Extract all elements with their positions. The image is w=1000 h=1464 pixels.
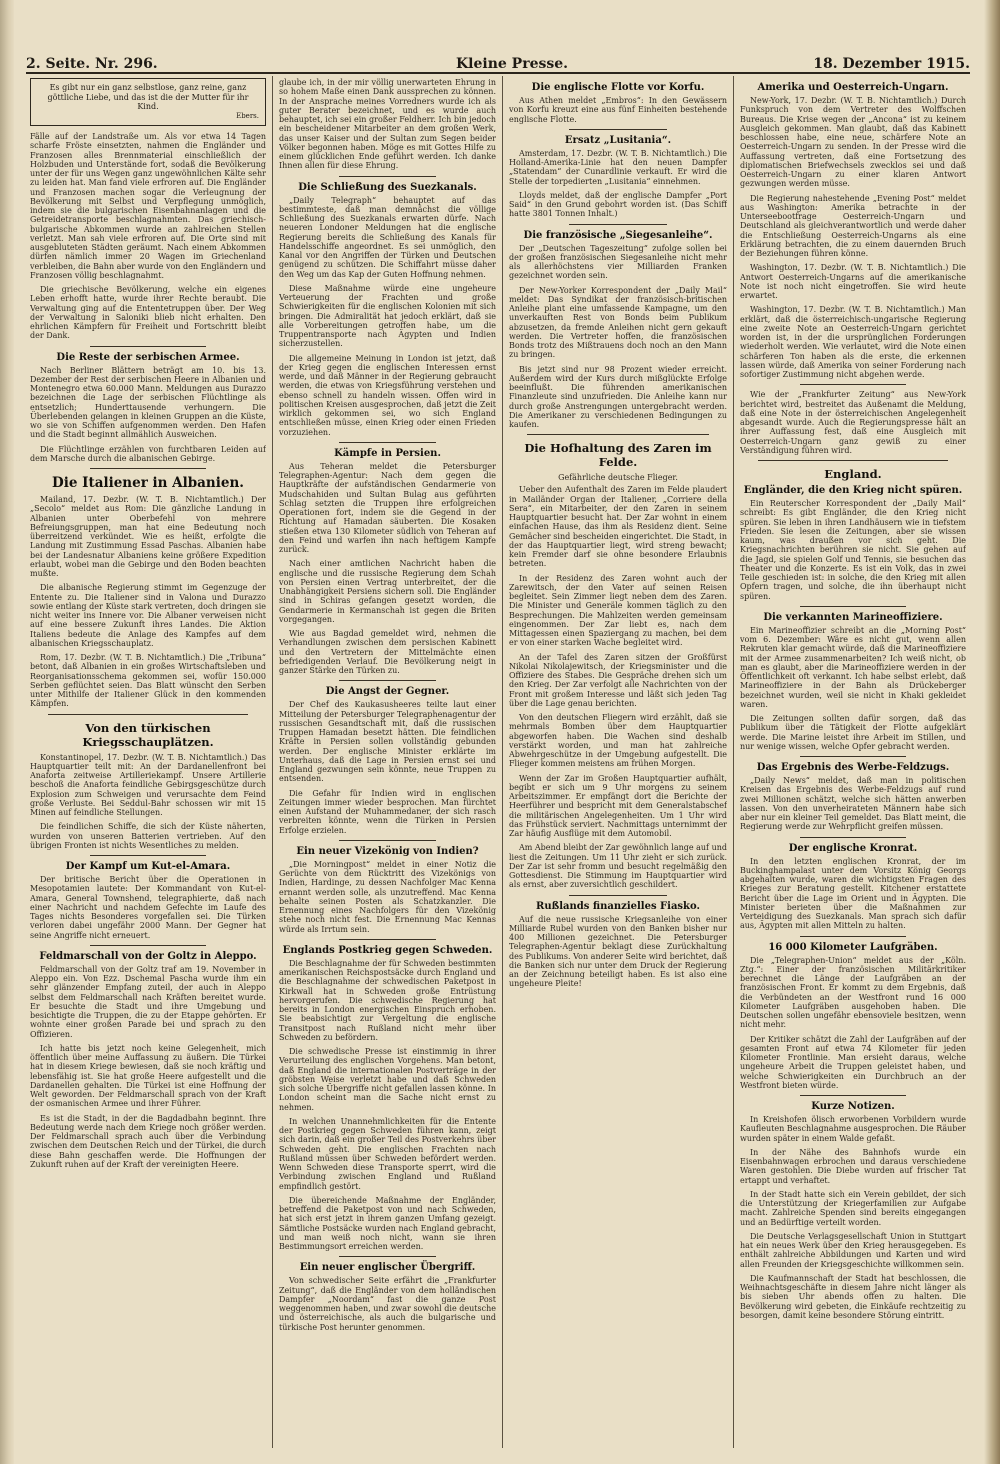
article-paragraph: Die „Telegraphen-Union“ meldet aus der „Köln. Ztg.“: Einer der französischen Militärkritiker berechnet die Länge der Laufgräben an der französischen Front. Er kommt zu dem Ergebnis, daß die Verbündeten an der Westfront rund 16 000 Kilometer Laufgräben ausgehoben haben. Die Deutschen sollen ungefähr ebensoviele besitzen, wenn nicht mehr. — [740, 955, 966, 1030]
article-paragraph: Konstantinopel, 17. Dezbr. (W. T. B. Nichtamtlich.) Das Hauptquartier teilt mit: An der Dardanellenfront bei Anaforta zeitweise Artilleriekampf. Unsere Artillerie beschoß die Anaforta feindliche Gebirgsgeschütze durch Explosion zum Schweigen und verursachte dem Feind große Verluste. Bei Seddul-Bahr schossen wir mit 15 Minen auf feindliche Stellungen. — [30, 752, 266, 817]
article-headline: Der englische Kronrat. — [788, 842, 918, 854]
article-paragraph: „Daily Telegraph“ behauptet auf das bestimmteste, daß man demnächst die völlige Schließung des Suezkanals erwarten dürfe. Nach neueren Londoner Meldungen hat die englische Regierung bereits die Schließung des Kanals für Handelsschiffe angeordnet. Es sei unmöglich, den Kanal vor den Angriffen der Türken und Deutschen genügend zu schützen. Die Schiffahrt müsse daher den Weg um das Kap der Guten Hoffnung nehmen. — [279, 195, 496, 279]
header-masthead: Kleine Presse. — [456, 56, 569, 72]
article-paragraph: In welchen Unannehmlichkeiten für die Entente der Postkrieg gegen Schweden führen kann, zeigt sich darin, daß ein großer Teil des Postverkehrs über Schweden geht. Die englischen Frachten nach Rußland müssen über Schweden befördert werden. Wenn Schweden diese Transporte sperrt, wird die Verbindung zwischen England und Rußland empfindlich gestört. — [279, 1116, 496, 1191]
article-paragraph: Nach einer amtlichen Nachricht haben die englische und die russische Regierung dem Schah von Persien einen Vertrag unterbreitet, der die Unabhängigkeit Persiens sichern soll. Die Engländer sind in Schiras gefangen gesetzt worden, die Gendarmerie in Kermanschah ist gegen die Briten vorgegangen. — [279, 559, 496, 624]
article-paragraph: Die übereichende Maßnahme der Engländer, betreffend die Paketpost von und nach Schweden, hat sich erst jetzt in ihrem ganzen Umfang gezeigt. Sämtliche Postsäcke wurden nach England gebracht, und man weiß noch nicht, wann sie ihren Bestimmungsort erreichen werden. — [279, 1195, 496, 1251]
article-paragraph: Die Gefahr für Indien wird in englischen Zeitungen immer wieder besprochen. Man fürchtet einen Aufstand der Muhammedaner, der sich rasch verbreiten könnte, wenn die Türken in Persien Erfolge erzielen. — [279, 788, 496, 835]
article-headline: England. — [824, 467, 882, 481]
article-paragraph: Wenn der Zar im Großen Hauptquartier aufhält, begibt er sich um 9 Uhr morgens zu seinem Arbeitszimmer. Er empfängt dort die Berichte der Heerführer und bespricht mit dem Generalstabschef die militärischen Angelegenheiten. Um 1 Uhr wird das Frühstück serviert. Nachmittags unternimmt der Zar häufig Ausflüge mit dem Automobil. — [509, 773, 727, 838]
article-paragraph: Die albanische Regierung stimmt im Gegenzuge der Entente zu. Die Italiener sind in Valona und Durazzo sowie entlang der Küste stark vertreten, doch dringen sie nicht weiter ins Innere vor. Die Albaner verweisen nicht auf eine bessere Zukunft ihres Landes. Die Aktion Italiens bedeute die Anlage des Kampfes auf dem albanischen Kriegsschauplatz. — [30, 583, 266, 648]
column-4 — [740, 78, 966, 1450]
article-headline: 16 000 Kilometer Laufgräben. — [768, 941, 938, 953]
article-headline: Ein neuer englischer Übergriff. — [299, 1262, 476, 1274]
article-paragraph: Nach Berliner Blättern beträgt am 10. bis 13. Dezember der Rest der serbischen Heere in Albanien und Montenegro etwa 60.000 Mann. Meldungen aus Durazzo bezeichnen die Lage der serbischen Flüchtlinge als entsetzlich; Hunderttausende verhungern. Die Überlebenden gelangen in kleinen Gruppen an die Küste, wo sie von Schiffen aufgenommen werden. Den Hafen und die Stadt beginnt allmählich Ausweichen. — [30, 365, 266, 440]
article-paragraph: Wie der „Frankfurter Zeitung“ aus New-York berichtet wird, bestreitet das Außenamt die Meldung, daß eine Note in der österreichischen Angelegenheit abgesandt wurde. Auch die Regierungspresse hält an ihrer Auffassung fest, daß eine Ausgleich mit Oesterreich-Ungarn ganz gewiß zu einer Verständigung führen wird. — [740, 390, 966, 455]
section-divider — [569, 224, 667, 225]
article-headline: Die englische Flotte vor Korfu. — [531, 82, 705, 93]
article-headline: Die Angst der Gegner. — [325, 686, 450, 698]
article-headline: Die verkannten Marineoffiziere. — [763, 611, 943, 623]
article-paragraph: Wie aus Bagdad gemeldet wird, nehmen die Verhandlungen zwischen dem persischen Kabinett und den Vertretern der Mittelmächte einen befriedigenden Verlauf. Die Bevölkerung neigt in ganzer Stärke den Türken zu. — [279, 629, 496, 675]
column-3 — [509, 78, 727, 1450]
column-2 — [279, 78, 496, 1450]
article-headline: Kämpfe in Persien. — [334, 447, 441, 459]
article-paragraph: Fälle auf der Landstraße um. Als vor etwa 14 Tagen scharfe Fröste einsetzten, nahmen die Engländer und Franzosen alles Brennmaterial einschließlich der Holzbuden und Unterstände fort, sodaß die Bevölkerung unter der für uns Wegen ganz ungewöhnlichen Kälte sehr zu leiden hat. Man fand viele erfroren auf. Die Engländer und Franzosen machen sogar die Verleugnung der Bevölkerung mit Selbst und Verpflegung unmöglich, indem sie die bulgarischen Eisenbahnanlagen und die Getreidetransporte beschlagnahmten. Das griechisch-bulgarische Abkommen wurde an zahlreichen Stellen verletzt. Man sah viele erfroren auf. Die Orte sind mit ausgebluteten Städten geräumt. Nach einem Abkommen dürfen nämlich immer 20 Wagen im Griechenland verbleiben, die Bahn aber wurde von den Engländern und Franzosen völlig beschlagnahmt. — [30, 132, 266, 280]
article-paragraph: Aus Teheran meldet die Petersburger Telegraphen-Agentur: Nach dem gegen die Hauptkräfte der aufständischen Gendarmerie von Mudschahiden und Sultan Bulag aus geführten Schlag setzten die Truppen ihre erfolgreichen Operationen fort, indem sie die Gegend in der Richtung auf Hamadan säuberten. Die Kosaken stießen etwa 130 Kilometer südlich von Teheran auf den Feind und warfen ihn nach heftigem Kampfe zurück. — [279, 461, 496, 554]
article-paragraph: Aus Athen meldet „Embros“: In den Gewässern von Korfu kreuzt eine aus fünf Einheiten bestehende englische Flotte. — [509, 96, 727, 124]
article-paragraph: Ein Marineoffizier schreibt an die „Morning Post“ vom 6. Dezember: Wäre es nicht gut, wenn allen Rekruten klar gemacht würde, daß die Marineoffiziere mit der Armee zusammenarbeiten? Ich weiß nicht, ob man es glaubt, aber die Marineoffiziere werden in der Öffentlichkeit oft verkannt. Ich habe selbst erlebt, daß Marineoffiziere in der Bahn als Drückeberger bezeichnet wurden, weil sie nicht in Khaki gekleidet waren. — [740, 625, 966, 709]
article-headline: Die Schließung des Suezkanals. — [298, 181, 477, 193]
article-paragraph: Ueber den Aufenthalt des Zaren im Felde plaudert in Mailänder Organ der Italiener, „Corriere della Sera“, ein Mitarbeiter, der den Zaren in seinem Hauptquartier besucht hat. Der Zar wohnt in einem einfachen Hause, das ihm als Residenz dient. Seine Gemächer sind bescheiden eingerichtet. Die Stadt, in der das Hauptquartier liegt, wird streng bewacht; kein Fremder darf sie ohne besondere Erlaubnis betreten. — [509, 485, 727, 569]
article-paragraph: Der britische Bericht über die Operationen in Mesopotamien lautete: Der Kommandant von Kut-el-Amara, General Townshend, telegraphierte, daß nach einer Nachricht und nachdem Gefechte im Laufe des Tages nichts Besonderes vorgefallen sei. Die Türken verloren dabei ungefähr 2000 Mann. Der Gegner hat seine Angriffe nicht erneuert. — [30, 875, 266, 940]
article-paragraph: Der New-Yorker Korrespondent der „Daily Mail“ meldet: Das Syndikat der französisch-britischen Anleihe plant eine umfassende Kampagne, um den unverkauften Rest von Bonds beim Publikum abzusetzen, da fremde Anleihen nicht gern gekauft werden. Die Vertreter hoffen, die französischen Bonds trotz des Mißtrauens doch noch an den Mann zu bringen. — [509, 285, 727, 360]
motto-box — [30, 78, 266, 126]
section-divider — [90, 346, 206, 347]
section-divider — [90, 945, 206, 946]
article-paragraph: Die griechische Bevölkerung, welche ein eigenes Leben erhofft hatte, wurde ihrer Rechte beraubt. Die Verwaltung ging auf die Ententetruppen über. Der Weg der Verwaltung in Saloniki blieb nicht erhalten. Den ehrlichen Kämpfern für Freiheit und Fortschritt bleibt der Dank. — [30, 285, 266, 341]
article-paragraph: Die Beschlagnahme der für Schweden bestimmten amerikanischen Reichspostsäcke durch England und die Beschlagnahme der schwedischen Paketpost in Kirkwall hat in Schweden große Entrüstung hervorgerufen. Die schwedische Regierung hat bereits in London energischen Einspruch erhoben. Sie beabsichtigt zur Vergeltung die englische Transitpost nach Rußland nicht mehr über Schweden zu befördern. — [279, 958, 496, 1042]
section-divider — [339, 840, 436, 841]
article-paragraph: New-York, 17. Dezbr. (W. T. B. Nichtamtlich.) Durch Funkspruch von dem Vertreter des Wolffschen Bureaus. Die Krise wegen der „Ancona“ ist zu keinem Ausgleich gekommen. Man glaubt, daß das Kabinett beschlossen habe, eine neue, schärfere Note an Oesterreich-Ungarn zu senden. In der Presse wird die Auffassung vertreten, daß eine Fortsetzung des diplomatischen Briefwechsels zwecklos sei und daß Oesterreich-Ungarn zu einer klaren Antwort gezwungen werden müsse. — [740, 96, 966, 189]
page-binding — [0, 0, 14, 1464]
article-headline: Die Italiener in Albanien. — [52, 475, 244, 491]
motto-line: göttliche Liebe, und das ist die der Mutter für ihr Kind. — [47, 92, 249, 111]
article-headline: Amerika und Oesterreich-Ungarn. — [757, 82, 949, 93]
section-divider — [339, 680, 436, 681]
article-paragraph: Die allgemeine Meinung in London ist jetzt, daß der Krieg gegen die englischen Interessen ernst werde, und daß Männer in der Regierung gebraucht werden, die etwas von Kriegsführung verstehen und ebenso schnell zu handeln wissen. Offen wird in politischen Kreisen ausgesprochen, daß jetzt die Zeit wirklich gekommen sei, wo sich England entschließen müsse, einen Krieg oder einen Frieden vorzuziehen. — [279, 353, 496, 437]
section-divider — [339, 176, 436, 177]
column-1 — [30, 78, 266, 1450]
article-paragraph: Die Kaufmannschaft der Stadt hat beschlossen, die Weihnachtsgeschäfte in diesem Jahre nicht länger als bis sieben Uhr abends offen zu halten. Die Bevölkerung wird gebeten, die Einkäufe rechtzeitig zu besorgen, damit keine besondere Störung eintritt. — [740, 1273, 966, 1320]
section-divider — [758, 460, 948, 461]
section-divider — [569, 895, 667, 896]
article-paragraph: Die Deutsche Verlagsgesellschaft Union in Stuttgart hat ein neues Werk über den Krieg herausgegeben. Es enthält zahlreiche Abbildungen und Karten und wird allen Freunden der Kriegsgeschichte willkommen sein. — [740, 1231, 966, 1269]
section-divider — [339, 939, 436, 940]
article-paragraph: Lloyds meldet, daß der englische Dampfer „Port Said“ in den Grund gebohrt worden ist. (Das Schiff hatte 3801 Tonnen Inhalt.) — [509, 190, 727, 219]
article-subheadline: Gefährliche deutsche Flieger. — [558, 473, 678, 483]
article-paragraph: In der Residenz des Zaren wohnt auch der Zarewitsch, der den Vater auf seinen Reisen begleitet. Sein Zimmer liegt neben dem des Zaren. Die Minister und Generäle kommen täglich zu den Besprechungen. Die Mahlzeiten werden gemeinsam eingenommen. Der Zar liebt es, nach dem Mittagessen einen Spaziergang zu machen, bei dem er von einer starken Wache begleitet wird. — [509, 573, 727, 648]
column-separator — [502, 76, 503, 1448]
article-paragraph: Der Kritiker schätzt die Zahl der Laufgräben auf der gesamten Front auf etwa 74 Kilometer für jeden Kilometer Frontlinie. Man ersieht daraus, welche ungeheure Arbeit die Truppen geleistet haben, und welche Schwierigkeiten ein Durchbruch an der Westfront bieten würde. — [740, 1034, 966, 1090]
article-paragraph: Bis jetzt sind nur 98 Prozent wieder erreicht. Außerdem wird der Kurs durch mißglückte Erfolge beeinflußt. Die führenden amerikanischen Finanzleute sind unzufrieden. Die Anleihe kann nur durch große Anstrengungen untergebracht werden. Die Amerikaner zu verschiedenen Bedingungen zu kaufen. — [509, 364, 727, 429]
article-subheadline: Engländer, die den Krieg nicht spüren. — [743, 485, 963, 496]
article-headline: Ein neuer Vizekönig von Indien? — [296, 845, 479, 857]
section-divider — [339, 1256, 436, 1257]
section-divider — [800, 1095, 906, 1096]
article-headline: Ersatz „Lusitania“. — [564, 134, 672, 146]
article-paragraph: Ich hatte bis jetzt noch keine Gelegenheit, mich öffentlich über meine Auffassung zu äußern. Die Türkei hat in diesem Kriege bewiesen, daß sie noch kräftig und lebensfähig ist. Sie hat große Heere aufgestellt und die Dardanellen gehalten. Die Türkei ist eine Hoffnung der Welt geworden. Der Feldmarschall sprach von der Kraft der osmanischen Armee und ihrer Führer. — [30, 1043, 266, 1109]
article-headline: Von den türkischen Kriegsschauplätzen. — [82, 720, 214, 749]
article-paragraph: Ein Reuterscher Korrespondent der „Daily Mail“ schreibt: Es gibt Engländer, die den Krieg nicht spüren. Sie leben in ihren Landhäusern wie in tiefstem Frieden. Sie lesen die Zeitungen, aber sie wissen kaum, was draußen vor sich geht. Die Kriegsnachrichten berühren sie nicht. Sie gehen auf die Jagd, sie spielen Golf und Tennis, sie besuchen das Theater und die Konzerte. Es ist ein Volk, das in zwei Teile geschieden ist: in solche, die den Krieg mit allen Opfern tragen, und solche, die ihn überhaupt nicht spüren. — [740, 499, 966, 601]
article-headline: Die Reste der serbischen Armee. — [56, 351, 240, 363]
article-paragraph: glaube ich, in der mir völlig unerwarteten Ehrung in so hohem Maße einen Dank aussprechen zu können. In der Ansprache meines Vorredners wurde ich als guter Berater bezeichnet, und es wurde auch behauptet, ich sei ein großer Feldherr. Ich bin jedoch ein bescheidener Mitarbeiter an dem großen Werk, das unser Kaiser und der Sultan zum Segen beider Völker begonnen haben. Möge es mit Gottes Hilfe zu einem glücklichen Ende geführt werden. Ich danke Ihnen allen für diese Ehrung. — [279, 78, 496, 171]
article-paragraph: Diese Maßnahme würde eine ungeheure Verteuerung der Frachten und große Schwierigkeiten für die englischen Kolonien mit sich bringen. Die Admiralität hat jedoch erklärt, daß sie alle Vorbereitungen getroffen habe, um die Truppentransporte nach Ägypten und Indien sicherzustellen. — [279, 283, 496, 349]
article-paragraph: Die Flüchtlinge erzählen von furchtbaren Leiden auf dem Marsche durch die albanischen Gebirge. — [30, 444, 266, 463]
article-paragraph: Der Chef des Kaukasusheeres teilte laut einer Mitteilung der Petersburger Telegraphenagentur der russischen Gesandtschaft mit, daß die russischen Truppen Hamadan besetzt hätten. Die feindlichen Kräfte in Persien sollen vollständig gebunden werden. Der englische Minister erklärte im Unterhaus, daß die Lage in Persien ernst sei und England gezwungen sein könnte, neue Truppen zu entsenden. — [279, 700, 496, 784]
article-paragraph: Die Zeitungen sollten dafür sorgen, daß das Publikum über die Tätigkeit der Flotte aufgeklärt werde. Die Marine leistet ihre Arbeit im Stillen, und nur wenige wissen, welche Opfer gebracht werden. — [740, 714, 966, 751]
article-paragraph: „Daily News“ meldet, daß man in politischen Kreisen das Ergebnis des Werbe-Feldzugs auf rund zwei Millionen schätzt, welche sich hätten anwerben lassen. Von den unverheirateten Männern habe sich aber nur ein kleiner Teil gemeldet. Das Blatt meint, die Regierung werde zur Wehrpflicht greifen müssen. — [740, 776, 966, 832]
article-paragraph: Washington, 17. Dezbr. (W. T. B. Nichtamtlich.) Die Antwort Oesterreich-Ungarns auf die amerikanische Note ist noch nicht eingetroffen. Sie wird heute erwartet. — [740, 263, 966, 300]
header-date: 18. Dezember 1915. — [813, 56, 970, 72]
article-paragraph: Amsterdam, 17. Dezbr. (W. T. B. Nichtamtlich.) Die Holland-Amerika-Linie hat den neuen Dampfer „Statendam“ der Cunardlinie verkauft. Er wird die Stelle der torpedierten „Lusitania“ einnehmen. — [509, 148, 727, 186]
section-divider — [800, 756, 906, 757]
article-paragraph: Washington, 17. Dezbr. (W. T. B. Nichtamtlich.) Man erklärt, daß die österreichisch-ungarische Regierung eine zweite Note an Oesterreich-Ungarn gerichtet worden ist, in der die ursprünglichen Forderungen wiederholt werden. Wie verlautet, wird die Note einen schärferen Ton haben als die erste, die erkennen lassen würde, daß Amerika von seiner Forderung nach sofortiger Zustimmung nicht abgehen werde. — [740, 305, 966, 379]
article-paragraph: Es ist die Stadt, in der die Bagdadbahn beginnt. Ihre Bedeutung werde nach dem Kriege noch größer werden. Der Feldmarschall sprach auch über die Verbindung zwischen dem Deutschen Reich und der Türkei, die durch diese Bahn geschaffen werde. Die Hoffnungen der Zukunft ruhen auf der Kraft der vereinigten Heere. — [30, 1113, 266, 1169]
article-paragraph: Die feindlichen Schiffe, die sich der Küste näherten, wurden von unseren Batterien vertrieben. Auf den übrigen Fronten ist nichts Wesentliches zu melden. — [30, 822, 266, 850]
article-paragraph: Die Regierung nahestehende „Evening Post“ meldet aus Washington: Amerika betrachte in der Unterseebootfrage Oesterreich-Ungarn und Deutschland als gleichverantwortlich und werde daher die Entschließung Oesterreich-Ungarns als eine Erklärung betrachten, die zu einem dauernden Bruch der Beziehungen führen könne. — [740, 193, 966, 258]
article-paragraph: An der Tafel des Zaren sitzen der Großfürst Nikolai Nikolajewitsch, der Kriegsminister und die Offiziere des Stabes. Die Gespräche drehen sich um den Krieg. Der Zar verfolgt alle Nachrichten von der Front mit großem Interesse und läßt sich jeden Tag über die Lage genau berichten. — [509, 652, 727, 708]
article-headline: Rußlands finanzielles Fiasko. — [536, 900, 700, 912]
article-paragraph: Am Abend bleibt der Zar gewöhnlich lange auf und liest die Zeitungen. Um 11 Uhr zieht er sich zurück. Der Zar ist sehr fromm und besucht regelmäßig den Gottesdienst. Die Stimmung im Hauptquartier wird als ernst, aber zuversichtlich geschildert. — [509, 843, 727, 890]
article-paragraph: Feldmarschall von der Goltz traf am 19. November in Aleppo ein. Von Ezz. Dschemal Pascha wurde ihm ein sehr glänzender Empfang zuteil, der auch in Aleppo selbst dem Feldmarschall nach Kräften bereitet wurde. Er besuchte die Stadt und ihre Umgebung und besichtigte die Truppen, die zu der Etappe gehörten. Er wohnte einer großen Parade bei und sprach zu den Offizieren. — [30, 964, 266, 1039]
section-divider — [48, 714, 248, 715]
article-paragraph: In den letzten englischen Kronrat, der im Buckinghampalast unter dem Vorsitz König Georgs abgehalten wurde, waren die wichtigsten Fragen des Krieges zur Beratung gestellt. Kitchener erstattete Bericht über die Lage im Orient und in Ägypten. Die Minister berieten über die Maßnahmen zur Verteidigung des Suezkanals. Man sprach sich dafür aus, Ägypten mit allen Mitteln zu halten. — [740, 856, 966, 931]
article-headline: Die französische „Siegesanleihe“. — [523, 229, 713, 241]
section-divider — [569, 129, 667, 130]
article-headline: Die Hofhaltung des Zaren im Felde. — [524, 441, 712, 470]
section-divider — [339, 442, 436, 443]
section-divider — [527, 434, 709, 435]
article-paragraph: Der „Deutschen Tageszeitung“ zufolge sollen bei der großen französischen Siegesanleihe nicht mehr als allerhöchstens vier Milliarden Franken gezeichnet worden sein. — [509, 243, 727, 281]
section-divider — [90, 468, 206, 469]
article-paragraph: Mailand, 17. Dezbr. (W. T. B. Nichtamtlich.) Der „Secolo“ meldet aus Rom: Die gänzliche Landung in Albanien unter Oberbefehl von mehrere Befreiungsgruppen, man hat eine Bedeutung noch überreitzend verkündet. Wie es heißt, erfolgte die Landung mit Zustimmung Essad Paschas. Albanien habe bei der Landesnatur Albaniens keine größere Expedition erlaubt, wobei man die Gebirge und den Boden beachten mußte. — [30, 495, 266, 578]
header-page-number: 2. Seite. Nr. 296. — [26, 56, 158, 72]
article-headline: Kurze Notizen. — [811, 1101, 895, 1112]
article-paragraph: Auf die neue russische Kriegsanleihe von einer Milliarde Rubel wurden von den Banken bisher nur 400 Millionen gezeichnet. Die Petersburger Telegraphen-Agentur beklagt diese Zurückhaltung des Publikums. Von anderer Seite wird berichtet, daß die Banken sich nur unter dem Druck der Regierung an der Zeichnung beteiligt haben. Es ist also eine ungeheure Pleite! — [509, 914, 727, 989]
motto-line: Es gibt nur ein ganz selbstlose, ganz reine, ganz — [49, 83, 247, 92]
article-paragraph: „Die Morningpost“ meldet in einer Notiz die Gerüchte von dem Rücktritt des Vizekönigs von Indien, Hardinge, zu dessen Nachfolger Mac Kenna ernannt werden solle, als unzutreffend. Mac Kenna behalte seinen Posten als Schatzkanzler. Die Ernennung eines Nachfolgers für den Vizekönig stehe noch nicht fest. Die Ernennung Mac Kennas würde als Irrtum sein. — [279, 859, 496, 934]
section-divider — [800, 936, 906, 937]
article-paragraph: Die schwedische Presse ist einstimmig in ihrer Verurteilung des englischen Vorgehens. Man betont, daß England die internationalen Postverträge in der gröbsten Weise verletzt habe und daß Schweden sich solche Übergriffe nicht gefallen lassen könne. In London scheint man die Sache nicht ernst zu nehmen. — [279, 1047, 496, 1112]
article-paragraph: Von den deutschen Fliegern wird erzählt, daß sie mehrmals Bomben über dem Hauptquartier abgeworfen haben. Die Wachen sind deshalb verstärkt worden, und man hat zahlreiche Abwehrgeschütze in der Umgebung aufgestellt. Die Flieger kommen meistens am frühen Morgen. — [509, 713, 727, 769]
column-separator — [272, 76, 273, 1448]
column-separator — [733, 76, 734, 1448]
section-divider — [800, 837, 906, 838]
section-divider — [90, 855, 206, 856]
header-rule — [26, 72, 970, 74]
motto-author: Ebers. — [236, 111, 259, 120]
article-headline: Das Ergebnis des Werbe-Feldzugs. — [756, 762, 950, 773]
article-headline: Der Kampf um Kut-el-Amara. — [65, 861, 231, 872]
article-headline: Englands Postkrieg gegen Schweden. — [282, 944, 493, 956]
article-paragraph: In der Nähe des Bahnhofs wurde ein Eisenbahnwagen erbrochen und daraus verschiedene Waren gestohlen. Die Diebe wurden auf frischer Tat ertappt und verhaftet. — [740, 1147, 966, 1185]
article-paragraph: Von schwedischer Seite erfährt die „Frankfurter Zeitung“, daß die Engländer von dem holländischen Dampfer „Noordam“ fast die ganze Post weggenommen haben, und zwar sowohl die deutsche und österreichische, als auch die bulgarische und türkische Post herunter genommen. — [279, 1276, 496, 1332]
article-headline: Feldmarschall von der Goltz in Aleppo. — [39, 950, 257, 962]
article-paragraph: In Kreishofen ölisch erworbenen Vorbildern wurde Kaufleuten Beschlagnahme ausgesprochen. Die Räuber wurden später in einem Walde gefaßt. — [740, 1115, 966, 1143]
section-divider — [800, 606, 906, 607]
page-edge — [984, 0, 1000, 1464]
article-paragraph: Rom, 17. Dezbr. (W. T. B. Nichtamtlich.) Die „Tribuna“ betont, daß Albanien in ein großes Wirtschaftsleben und Reorganisationsschema gekommen sei, wofür 150.000 Serben geflüchtet seien. Das Blatt wünscht den Serben unter Mithilfe der Italiener Glück in den kommenden Kämpfen. — [30, 653, 266, 709]
article-paragraph: In der Stadt hatte sich ein Verein gebildet, der sich die Unterstützung der Kriegerfamilien zur Aufgabe macht. Zahlreiche Spenden sind bereits eingegangen und an Bedürftige verteilt worden. — [740, 1189, 966, 1227]
section-divider — [800, 384, 906, 385]
